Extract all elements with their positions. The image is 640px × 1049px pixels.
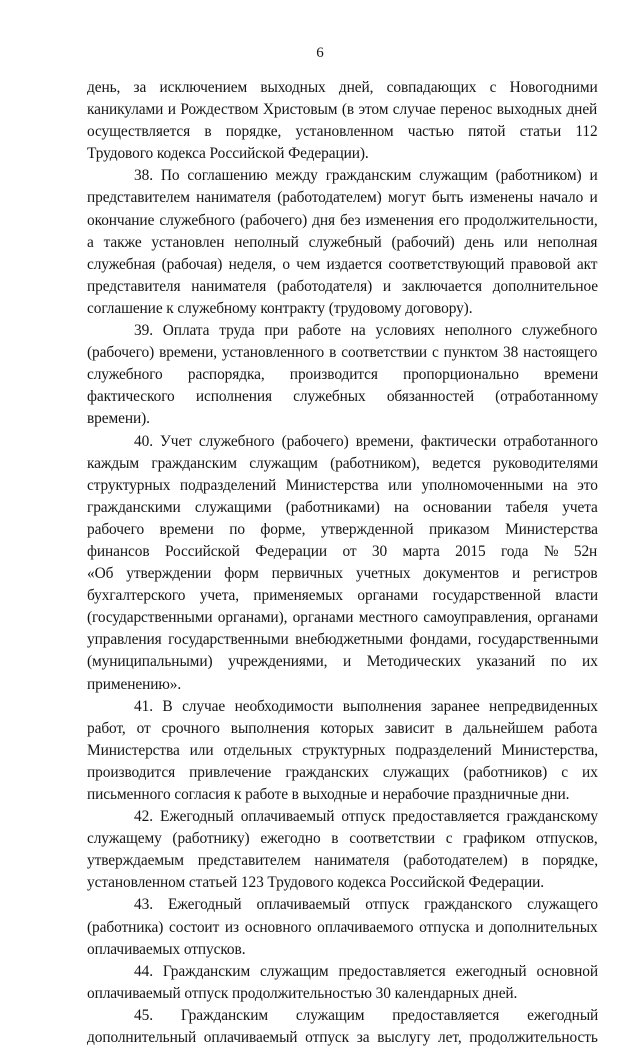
- text-line: оплачиваемый отпуск продолжительностью 30 календарных дней.: [87, 984, 518, 1002]
- text-line: 44. Гражданским служащим предоставляется ежегодный основной: [134, 962, 598, 980]
- text-line: 43. Ежегодный оплачиваемый отпуск гражданского служащего: [134, 896, 598, 914]
- text-line: финансов Российской Федерации от 30 марта 2015 года № 52н: [87, 542, 598, 560]
- text-line: Трудового кодекса Российской Федерации).: [87, 145, 369, 163]
- text-line: 39. Оплата труда при работе на условиях неполного служебного: [134, 322, 598, 340]
- text-line: рабочего времени по форме, утвержденной приказом Министерства: [87, 520, 598, 538]
- text-line: осуществляется в порядке, установленном частью пятой статьи 112: [87, 123, 598, 141]
- text-line: 40. Учет служебного (рабочего) времени, фактически отработанного: [134, 432, 598, 450]
- text-line: структурных подразделений Министерства или уполномоченными на это: [87, 476, 598, 494]
- page-number: 6: [316, 45, 324, 61]
- text-line: день, за исключением выходных дней, совпадающих с Новогодними: [87, 79, 598, 96]
- text-line: (работника) состоит из основного оплачиваемого отпуска и дополнительных: [87, 918, 598, 936]
- text-line: применению».: [87, 675, 182, 693]
- text-line: каникулами и Рождеством Христовым (в этом случае перенос выходных дней: [87, 101, 598, 119]
- text-line: служебная (рабочая) неделя, о чем издается соответствующий правовой акт: [87, 255, 598, 273]
- text-line: 45. Гражданским служащим предоставляется ежегодный: [134, 1006, 599, 1024]
- text-line: управления государственными внебюджетными фондами, государственными: [87, 631, 599, 649]
- text-line: работ, от срочного выполнения которых зависит в дальнейшем работа: [87, 719, 598, 737]
- document-body-text: [87, 77, 599, 1049]
- text-line: оплачиваемых отпусков.: [87, 940, 246, 958]
- text-line: окончание служебного (рабочего) дня без изменения его продолжительности,: [87, 211, 598, 229]
- text-line: установленном статьей 123 Трудового кодекса Российской Федерации.: [87, 874, 545, 892]
- text-line: представителя нанимателя (работодателя) и заключается дополнительное: [87, 277, 598, 295]
- text-line: производится привлечение гражданских служащих (работников) с их: [87, 763, 598, 781]
- text-line: письменного согласия к работе в выходные и нерабочие праздничные дни.: [87, 786, 570, 803]
- text-line: соглашение к служебному контракту (трудовому договору).: [87, 299, 473, 317]
- text-line: представителем нанимателя (работодателем) могут быть изменены начало и: [87, 189, 598, 207]
- text-line: (государственными органами), органами местного самоуправления, органами: [87, 609, 598, 627]
- text-line: каждым гражданским служащим (работником), ведется руководителями: [87, 454, 598, 472]
- text-line: дополнительный оплачиваемый отпуск за выслугу лет, продолжительность: [87, 1029, 598, 1047]
- text-line: служащему (работнику) ежегодно в соответствии с графиком отпусков,: [87, 830, 598, 848]
- text-line: служебного распорядка, производится пропорционально времени: [87, 366, 599, 384]
- text-line: (муниципальными) учреждениями, и Методических указаний по их: [87, 653, 598, 671]
- text-line: 38. По соглашению между гражданским служащим (работником) и: [134, 167, 598, 185]
- text-line: «Об утверждении форм первичных учетных документов и регистров: [87, 565, 598, 583]
- text-line: а также установлен неполный служебный (рабочий) день или неполная: [87, 233, 598, 251]
- text-line: бухгалтерского учета, применяемых органами государственной власти: [87, 587, 598, 605]
- text-line: 42. Ежегодный оплачиваемый отпуск предоставляется гражданскому: [134, 808, 598, 826]
- text-line: времени).: [87, 410, 150, 428]
- text-line: (рабочего) времени, установленного в соответствии с пунктом 38 настоящего: [87, 344, 598, 362]
- text-line: 41. В случае необходимости выполнения заранее непредвиденных: [134, 697, 598, 715]
- text-line: фактического исполнения служебных обязанностей (отработанному: [87, 388, 599, 406]
- text-line: Министерства или отдельных структурных подразделений Министерства,: [87, 741, 598, 759]
- text-line: утверждаемым представителем нанимателя (работодателем) в порядке,: [87, 852, 598, 870]
- text-line: гражданскими служащими (работниками) на основании табеля учета: [87, 498, 598, 516]
